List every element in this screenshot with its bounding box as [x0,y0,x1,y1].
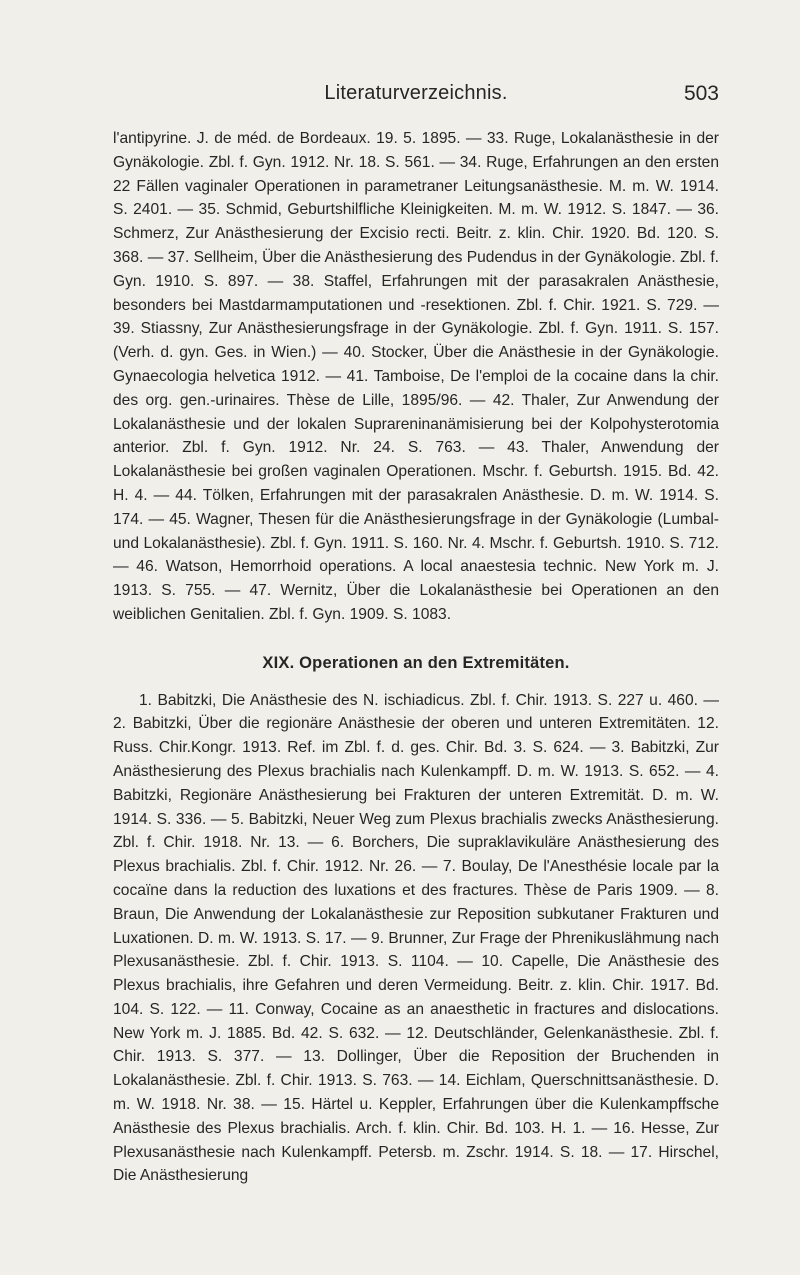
page-header [113,82,719,110]
running-title: Literaturverzeichnis. [324,82,508,104]
bibliography-paragraph-continued: l'antipyrine. J. de méd. de Bordeaux. 19. 5. 1895. — 33. Ruge, Lokalanästhesie in der Gynäkologie. Zbl. f. Gyn. 1912. Nr. 18. S. 561. — 34. Ruge, Erfahrungen an den ersten 22 Fällen vaginaler Operationen in parametraner Leitungsanästhesie. M. m. W. 1914. S. 2401. — 35. Schmid, Geburtshilfliche Kleinigkeiten. M. m. W. 1912. S. 1847. — 36. Schmerz, Zur Anästhesierung der Excisio recti. Beitr. z. klin. Chir. 1920. Bd. 120. S. 368. — 37. Sellheim, Über die Anästhesierung des Pudendus in der Gynäkologie. Zbl. f. Gyn. 1910. S. 897. — 38. Staffel, Erfahrungen mit der parasakralen Anästhesie, besonders bei Mastdarmamputationen und -resektionen. Zbl. f. Chir. 1921. S. 729. — 39. Stiassny, Zur Anästhesierungsfrage in der Gynäkologie. Zbl. f. Gyn. 1911. S. 157. (Verh. d. gyn. Ges. in Wien.) — 40. Stocker, Über die Anästhesie in der Gynäkologie. Gynaecologia helvetica 1912. — 41. Tamboise, De l'emploi de la cocaine dans la chir. des org. gen.-urinaires. Thèse de Lille, 1895/96. — 42. Thaler, Zur Anwendung der Lokalanästhesie und der lokalen Suprareninanämisierung bei der Kolpohysterotomia anterior. Zbl. f. Gyn. 1912. Nr. 24. S. 763. — 43. Thaler, Anwendung der Lokalanästhesie bei großen vaginalen Operationen. Mschr. f. Geburtsh. 1915. Bd. 42. H. 4. — 44. Tölken, Erfahrungen mit der parasakralen Anästhesie. D. m. W. 1914. S. 174. — 45. Wagner, Thesen für die Anästhesierungsfrage in der Gynäkologie (Lumbal- und Lokalanästhesie). Zbl. f. Gyn. 1911. S. 160. Nr. 4. Mschr. f. Geburtsh. 1910. S. 712. — 46. Watson, Hemorrhoid operations. A local anaestesia technic. New York m. J. 1913. S. 755. — 47. Wernitz, Über die Lokalanästhesie bei Operationen an den weiblichen Genitalien. Zbl. f. Gyn. 1909. S. 1083. [113,130,719,623]
page-body [113,127,719,1188]
bibliography-paragraph-extremities: 1. Babitzki, Die Anästhesie des N. ischiadicus. Zbl. f. Chir. 1913. S. 227 u. 460. — 2. Babitzki, Über die regionäre Anästhesie der oberen und unteren Extremitäten. 12. Russ. Chir.Kongr. 1913. Ref. im Zbl. f. d. ges. Chir. Bd. 3. S. 624. — 3. Babitzki, Zur Anästhesierung des Plexus brachialis nach Kulenkampff. D. m. W. 1913. S. 652. — 4. Babitzki, Regionäre Anästhesierung bei Frakturen der unteren Extremität. D. m. W. 1914. S. 336. — 5. Babitzki, Neuer Weg zum Plexus brachialis zwecks Anästhesierung. Zbl. f. Chir. 1918. Nr. 13. — 6. Borchers, Die supraklavikuläre Anästhesierung des Plexus brachialis. Zbl. f. Chir. 1912. Nr. 26. — 7. Boulay, De l'Anesthésie locale par la cocaïne dans la reduction des luxations et des fractures. Thèse de Paris 1909. — 8. Braun, Die Anwendung der Lokalanästhesie zur Reposition subkutaner Frakturen und Luxationen. D. m. W. 1913. S. 17. — 9. Brunner, Zur Frage der Phrenikuslähmung nach Plexusanästhesie. Zbl. f. Chir. 1913. S. 1104. — 10. Capelle, Die Anästhesie des Plexus brachialis, ihre Gefahren und deren Vermeidung. Beitr. z. klin. Chir. 1917. Bd. 104. S. 122. — 11. Conway, Cocaine as an anaesthetic in fractures and dislocations. New York m. J. 1885. Bd. 42. S. 632. — 12. Deutschländer, Gelenkanästhesie. Zbl. f. Chir. 1913. S. 377. — 13. Dollinger, Über die Reposition der Bruchenden in Lokalanästhesie. Zbl. f. Chir. 1913. S. 763. — 14. Eichlam, Querschnittsanästhesie. D. m. W. 1918. Nr. 38. — 15. Härtel u. Keppler, Erfahrungen über die Kulenkampffsche Anästhesie des Plexus brachialis. Arch. f. klin. Chir. Bd. 103. H. 1. — 16. Hesse, Zur Plexusanästhesie nach Kulenkampff. Petersb. m. Zschr. 1914. S. 18. — 17. Hirschel, Die Anästhesierung [113,691,719,1185]
page-number: 503 [683,82,719,105]
section-heading: XIX. Operationen an den Extremitäten. [262,653,570,672]
